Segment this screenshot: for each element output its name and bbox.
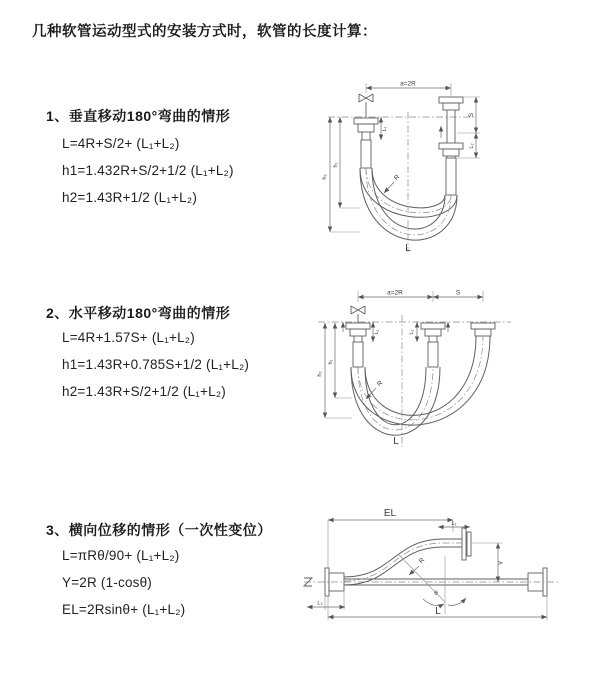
section-2-formula-h2: h2=1.43R+S/2+1/2 (L₁+L₂) (62, 384, 226, 399)
dim-label-s: S (455, 289, 461, 297)
dim-label-y: Y (498, 560, 505, 566)
diagram-vertical-180-bend (306, 74, 541, 256)
dim-label-el: EL (383, 508, 397, 519)
right-flange-lower (439, 143, 463, 195)
dim-label-a2r: a=2R (387, 289, 403, 297)
valve-icon (359, 94, 373, 117)
diagram-horizontal-180-bend (306, 282, 541, 454)
angle-label: θ (434, 590, 438, 597)
dim-label-h2: h₂ (317, 371, 323, 377)
section-1-formula-h1: h1=1.432R+S/2+1/2 (L₁+L₂) (62, 163, 234, 178)
dim-label-l1: L₁ (374, 329, 380, 335)
section-1-formula-L: L=4R+S/2+ (L₁+L₂) (62, 136, 180, 151)
valve-icon (351, 306, 365, 323)
dim-label-s: S (468, 112, 475, 118)
hose-u-bend (351, 336, 490, 435)
dim-label-h1: h₁ (328, 359, 334, 365)
length-label: L (435, 606, 441, 617)
hose-u-bend (360, 168, 457, 240)
section-2-formula-L: L=4R+1.57S+ (L₁+L₂) (62, 330, 195, 345)
middle-flange (421, 323, 445, 367)
section-2-heading: 2、水平移动180°弯曲的情形 (46, 305, 231, 321)
dim-label-h2: h₂ (322, 174, 328, 180)
section-1-heading: 1、垂直移动180°弯曲的情形 (46, 108, 231, 124)
dim-label-h1: h₁ (333, 162, 339, 168)
dim-label-l2: L₂ (469, 143, 475, 149)
length-label: L (405, 243, 411, 254)
section-2-formula-h1: h1=1.43R+0.785S+1/2 (L₁+L₂) (62, 357, 250, 372)
section-3-formula-Y: Y=2R (1-cosθ) (62, 575, 153, 590)
dim-label-l1: L₁ (451, 521, 457, 527)
right-flange-upper (439, 97, 463, 143)
diagram-lateral-offset (298, 498, 598, 648)
dim-label-l1: L₁ (382, 126, 388, 132)
hose-s-curve (344, 539, 462, 585)
left-flange (354, 118, 378, 168)
section-3-formula-EL: EL=2Rsinθ+ (L₁+L₂) (62, 602, 186, 617)
dim-label-a2r: a=2R (400, 80, 416, 88)
length-label: L (393, 436, 399, 447)
left-flange (346, 323, 370, 367)
section-1-formula-h2: h2=1.43R+1/2 (L₁+L₂) (62, 190, 198, 205)
radius-label: R (417, 556, 427, 566)
dim-label-l2: L₂ (317, 600, 323, 607)
section-3-formula-L: L=πRθ/90+ (L₁+L₂) (62, 548, 180, 563)
radius-label: R (392, 173, 402, 183)
right-flange-moved (471, 323, 495, 336)
page-title: 几种软管运动型式的安装方式时，软管的长度计算： (32, 24, 377, 40)
radius-label: R (375, 379, 385, 389)
section-3-heading: 3、横向位移的情形（一次性变位） (46, 522, 272, 538)
top-right-flange (462, 528, 471, 560)
dim-label-l2: L₂ (409, 329, 415, 335)
